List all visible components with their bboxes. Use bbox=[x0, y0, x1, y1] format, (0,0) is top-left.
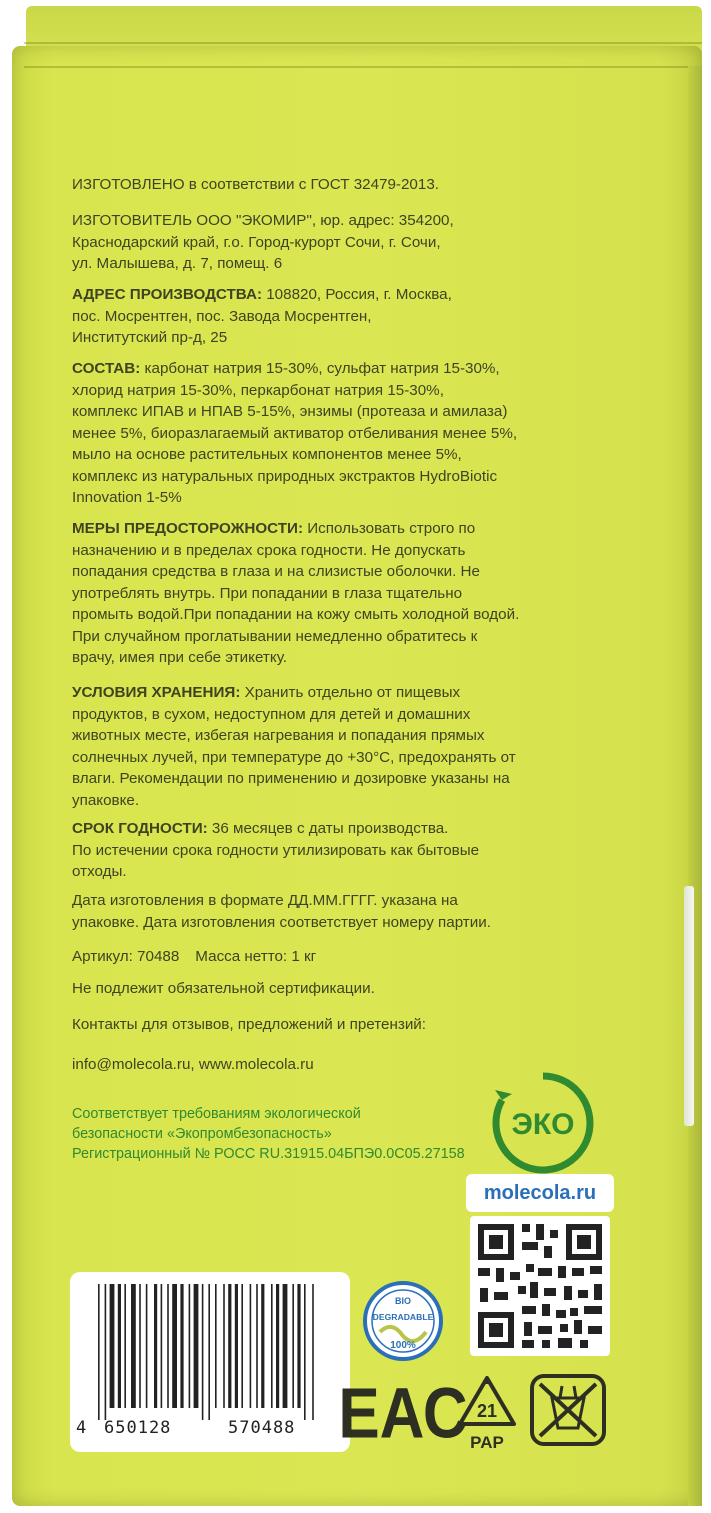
barcode-bar bbox=[167, 1284, 169, 1408]
recycle-pap-icon bbox=[452, 1372, 522, 1452]
fold-line bbox=[24, 42, 702, 44]
box-edge-highlight bbox=[684, 886, 694, 1126]
barcode-bar bbox=[105, 1284, 107, 1420]
barcode-bar bbox=[194, 1284, 199, 1408]
precautions-block: МЕРЫ ПРЕДОСТОРОЖНОСТИ: Использовать строго по назначению и в пределах срока годности. Не допускать попадания средства в глаза и на слизистые оболочки. Не употреблять внутрь. При попадании в глаза тщательно промыть водой.При попадании на кожу смыть холодной водой. При случайном проглатывании немедленно обратитесь к врачу, имея при себе этикетку. bbox=[72, 520, 520, 666]
barcode-bar bbox=[256, 1284, 258, 1408]
barcode-first-digit: 4 bbox=[76, 1418, 87, 1438]
barcode-bar bbox=[98, 1284, 100, 1420]
bio-badge-line1: BIO bbox=[394, 1296, 412, 1306]
eco-circle-icon bbox=[490, 1070, 596, 1176]
barcode-panel bbox=[70, 1272, 350, 1452]
shelf-life-block: СРОК ГОДНОСТИ: 36 месяцев с даты производства. По истечении срока годности утилизировать как бытовые отходы. bbox=[72, 820, 480, 880]
barcode-bar bbox=[124, 1284, 126, 1408]
barcode-bar bbox=[292, 1284, 294, 1408]
barcode-bar bbox=[215, 1284, 217, 1408]
site-badge: molecola.ru bbox=[466, 1174, 614, 1212]
box-right-edge bbox=[688, 66, 702, 1506]
barcode-bar bbox=[297, 1284, 300, 1408]
barcode-bar bbox=[161, 1284, 163, 1408]
barcode-bar bbox=[312, 1284, 314, 1420]
fold-line bbox=[24, 66, 702, 68]
eac-mark-text: ЕАС bbox=[338, 1374, 468, 1454]
barcode-bar bbox=[228, 1284, 231, 1408]
barcode-bar bbox=[235, 1284, 238, 1408]
bio-badge-line3: 100% bbox=[390, 1340, 416, 1351]
barcode-bar bbox=[118, 1284, 121, 1408]
eco-statement-block: Соответствует требованиям экологической безопасности «Экопромбезопасность» Регистрационный № РОСС RU.31915.04БПЭ0.0С05.27158 bbox=[72, 1106, 465, 1162]
barcode-bar bbox=[250, 1284, 252, 1408]
recycle-code: 21 bbox=[476, 1401, 498, 1421]
recycle-label: PAP bbox=[470, 1433, 504, 1452]
storage-block: УСЛОВИЯ ХРАНЕНИЯ: Хранить отдельно от пищевых продуктов, в сухом, недоступном для детей и домашних животных месте, избегая нагревания и попадания прямых солнечных лучей, при температуре до +30°С, предохранять от влаги. Рекомендации по применению и дозировке указаны на упаковке. bbox=[72, 684, 516, 809]
barcode-bar bbox=[202, 1284, 204, 1420]
gost-line: ИЗГОТОВЛЕНО в соответствии с ГОСТ 32479-2013. bbox=[72, 176, 439, 193]
barcode-bar bbox=[189, 1284, 191, 1408]
barcode-bar bbox=[271, 1284, 273, 1408]
barcode-group-left: 650128 bbox=[104, 1418, 172, 1438]
barcode-bar bbox=[276, 1284, 279, 1408]
article-number: Артикул: 70488 bbox=[72, 948, 180, 965]
barcode-bar bbox=[223, 1284, 225, 1408]
manufacturer-block: ИЗГОТОВИТЕЛЬ ООО "ЭКОМИР", юр. адрес: 354200, Краснодарский край, г.о. Город-курорт Сочи, г. Сочи, ул. Малышева, д. 7, помещ. 6 bbox=[72, 212, 454, 272]
composition-block: СОСТАВ: карбонат натрия 15-30%, сульфат натрия 15-30%, хлорид натрия 15-30%, перкарбонат натрия 15-30%, комплекс ИПАВ и НПАВ 5-15%, энзимы (протеаза и амилаза) менее 5%, биоразлагаемый активатор отбеливания менее 5%, мыло на основе растительных компонентов менее 5%, комплекс из натуральных природных экстрактов HydroBiotic Innovation 1-5% bbox=[72, 360, 518, 506]
production-address-block: АДРЕС ПРОИЗВОДСТВА: 108820, Россия, г. Москва, пос. Мосрентген, пос. Завода Мосрентген, Институтский пр-д, 25 bbox=[72, 286, 452, 346]
barcode-bar bbox=[146, 1284, 148, 1408]
barcode-bar bbox=[241, 1284, 243, 1408]
not-edible-icon bbox=[528, 1372, 608, 1448]
barcode-bar bbox=[283, 1284, 288, 1408]
eac-mark-icon bbox=[338, 1374, 468, 1454]
barcode-bar bbox=[139, 1284, 141, 1408]
article-mass-line bbox=[72, 946, 632, 968]
bio-badge-line2: DEGRADABLE bbox=[372, 1312, 434, 1322]
barcode-bar bbox=[131, 1284, 136, 1408]
barcode-bar bbox=[208, 1284, 210, 1420]
certification-line: Не подлежит обязательной сертификации. bbox=[72, 980, 375, 997]
barcode-bar bbox=[304, 1284, 306, 1420]
barcode-bar bbox=[180, 1284, 183, 1408]
barcode-bar bbox=[261, 1284, 264, 1408]
barcode-bar bbox=[110, 1284, 115, 1408]
production-date-block: Дата изготовления в формате ДД.ММ.ГГГГ. указана на упаковке. Дата изготовления соответствует номеру партии. bbox=[72, 892, 491, 931]
bio-degradable-icon bbox=[362, 1280, 444, 1362]
barcode-bar bbox=[154, 1284, 157, 1408]
contacts-line: Контакты для отзывов, предложений и претензий: bbox=[72, 1016, 427, 1033]
net-mass: Масса нетто: 1 кг bbox=[195, 948, 317, 965]
eco-badge-label: ЭКО bbox=[511, 1108, 575, 1141]
barcode-bar bbox=[172, 1284, 177, 1408]
web-line: info@molecola.ru, www.molecola.ru bbox=[72, 1056, 314, 1073]
qr-code-icon bbox=[470, 1216, 610, 1356]
barcode-group-right: 570488 bbox=[228, 1418, 296, 1438]
